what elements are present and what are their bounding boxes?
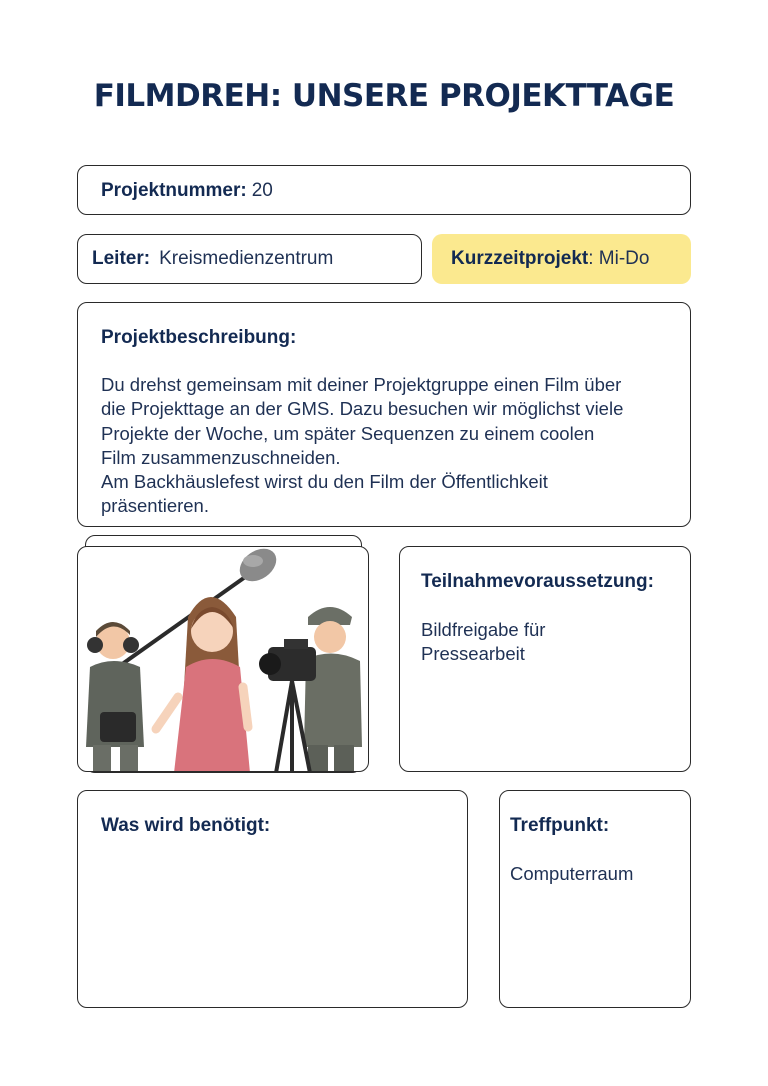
beschreibung-line: Film zusammenzuschneiden. bbox=[101, 446, 341, 468]
projektnummer-label: Projektnummer: bbox=[101, 180, 247, 201]
teilnahme-line: Pressearbeit bbox=[421, 643, 525, 665]
teilnahme-text bbox=[421, 618, 545, 667]
film-crew-illustration bbox=[78, 547, 369, 772]
projektnummer-row bbox=[101, 178, 273, 204]
leiter-row bbox=[92, 246, 333, 272]
beschreibung-text bbox=[101, 373, 623, 519]
beschreibung-line: Du drehst gemeinsam mit deiner Projektgruppe einen Film über bbox=[101, 374, 622, 395]
presenter bbox=[156, 597, 250, 772]
benoetigt-heading: Was wird benötigt: bbox=[101, 815, 271, 836]
projektnummer-value: 20 bbox=[251, 180, 273, 201]
beschreibung-line: Projekte der Woche, um später Sequenzen zu einem coolen bbox=[101, 422, 595, 444]
treffpunkt-value: Computerraum bbox=[510, 863, 634, 884]
beschreibung-line: Am Backhäuslefest wirst du den Film der Öffentlichkeit bbox=[101, 471, 548, 493]
beschreibung-line: die Projekttage an der GMS. Dazu besuchen wir möglichst viele bbox=[101, 398, 624, 420]
leiter-label: Leiter: bbox=[92, 248, 151, 269]
kurzzeit-value: : Mi-Do bbox=[588, 248, 650, 269]
treffpunkt-heading: Treffpunkt: bbox=[510, 815, 610, 836]
sound-operator bbox=[86, 622, 144, 772]
kurzzeit-row bbox=[451, 246, 649, 272]
kurzzeit-label: Kurzzeitprojekt bbox=[451, 248, 589, 269]
leiter-value: Kreismedienzentrum bbox=[159, 248, 334, 269]
teilnahme-line: Bildfreigabe für bbox=[421, 619, 546, 640]
beschreibung-line: präsentieren. bbox=[101, 495, 209, 517]
camera-operator bbox=[259, 607, 362, 772]
beschreibung-heading: Projektbeschreibung: bbox=[101, 327, 297, 348]
teilnahme-heading: Teilnahmevoraussetzung: bbox=[421, 571, 654, 592]
page-title: FILMDREH: UNSERE PROJEKTTAGE bbox=[93, 78, 675, 114]
photo-frame bbox=[77, 546, 369, 772]
